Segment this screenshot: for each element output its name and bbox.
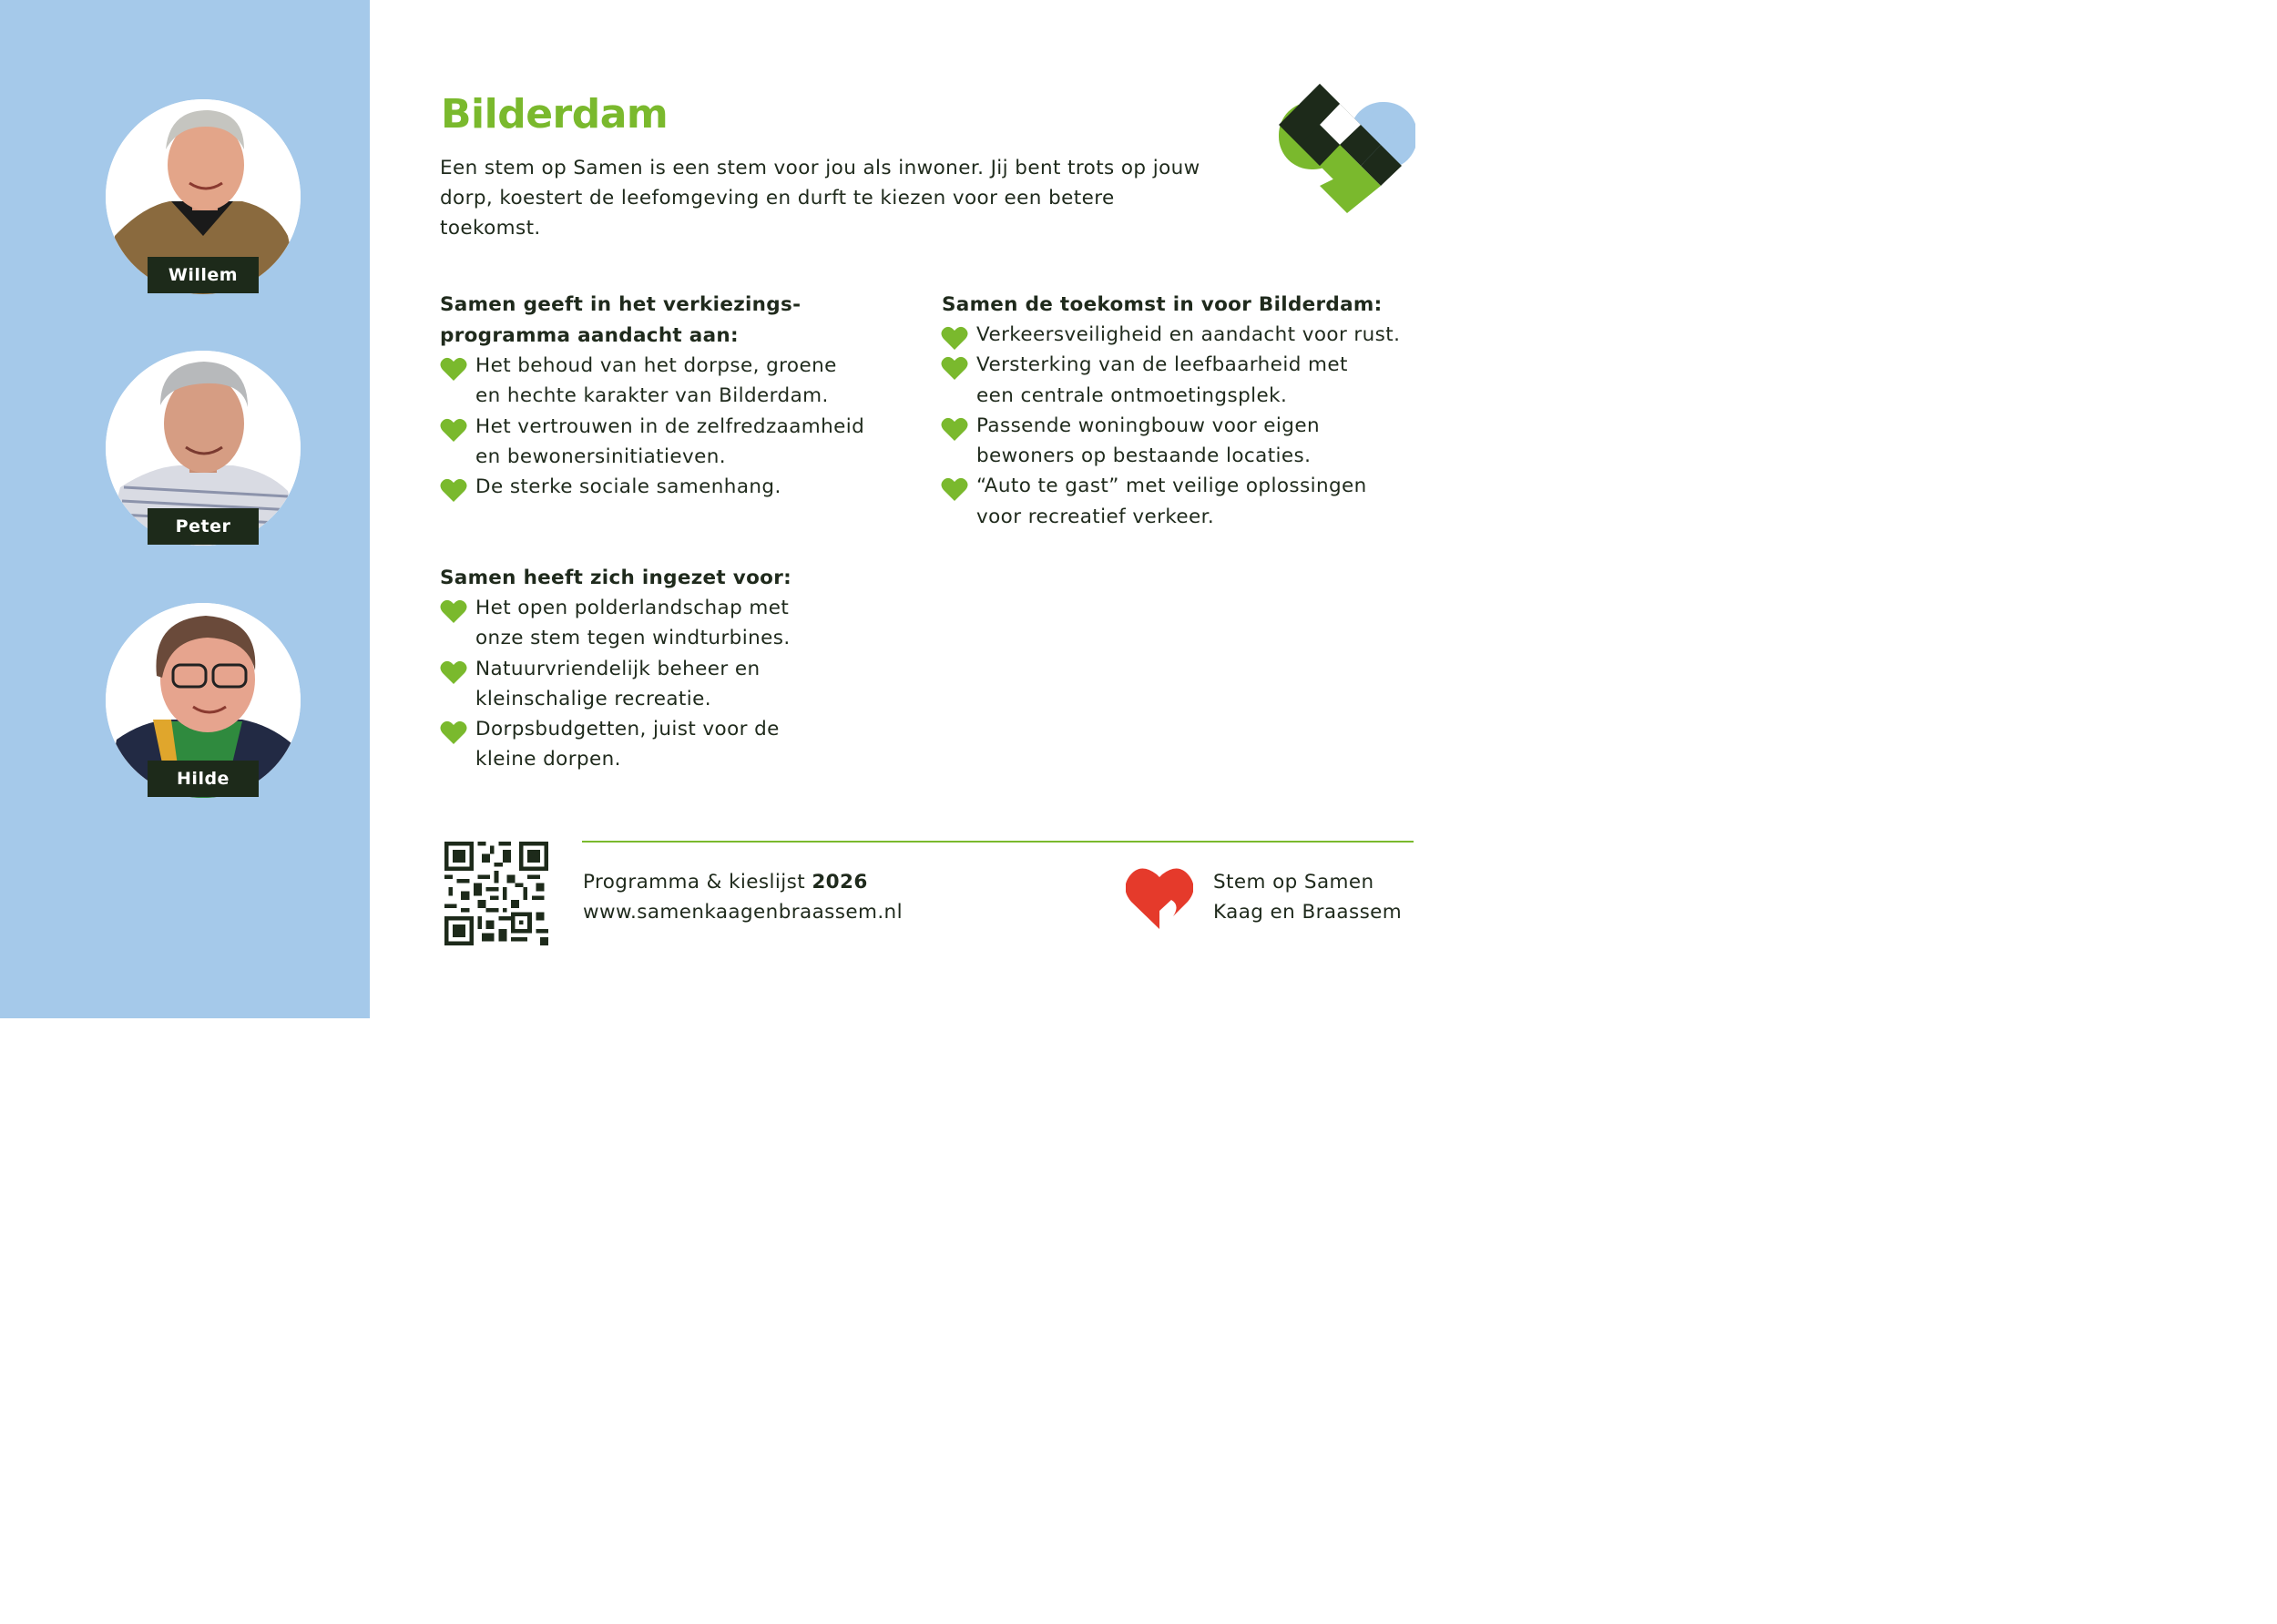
program-heading-line1: Samen geeft in het verkiezings- [440,293,802,316]
list-item-line1: Dorpsbudgetten, juist voor de [475,718,780,741]
list-item-line2: en hechte karakter van Bilderdam. [475,384,829,408]
heart-bullet-icon [440,720,467,745]
list-item-line1: Passende woningbouw voor eigen [976,414,1321,437]
intro-text: Een stem op Samen is een stem voor jou als inwoner. Jij bent trots op jouw dorp, koestert de leefomgeving en durft te kiezen voor een betere toekomst. [440,157,1200,240]
list-item [440,472,895,502]
candidate-name: Peter [175,516,231,536]
list-item-line2: en bewonersinitiatieven. [475,444,726,468]
footer-stem [1213,867,1402,927]
program-heading-line2: programma aandacht aan: [440,323,739,347]
list-item [440,351,895,412]
list-item-line2: een centrale ontmoetingsplek. [976,383,1288,407]
future-heading: Samen de toekomst in voor Bilderdam: [942,293,1383,316]
list-item-line1: Het open polderlandschap met [475,597,790,619]
list-item [941,471,1424,532]
program-label: Programma & kieslijst [583,871,806,894]
list-item [440,593,895,654]
website-link[interactable]: www.samenkaagenbraassem.nl [583,901,903,924]
list-item [941,320,1424,350]
list-item-line1: Natuurvriendelijk beheer en [475,657,761,680]
heart-bullet-icon [941,476,968,502]
list-item-line2: kleine dorpen. [475,748,621,771]
heart-bullet-icon [440,356,467,382]
committed-heading: Samen heeft zich ingezet voor: [440,567,792,589]
program-year: 2026 [812,871,868,894]
heart-bullet-icon [941,325,968,351]
future-list [941,320,1424,532]
program-heading [440,290,801,351]
list-item-line1: Verkeersveiligheid en aandacht voor rust. [976,323,1401,346]
list-item-line1: “Auto te gast” met veilige oplossingen [976,475,1367,498]
heart-bullet-icon [440,598,467,624]
qr-code[interactable] [441,842,552,945]
footer-program [583,867,903,927]
list-item-line1: Het behoud van het dorpse, groene [475,354,837,377]
list-item [941,350,1424,411]
heart-bullet-icon [440,659,467,685]
list-item-line2: bewoners op bestaande locaties. [976,444,1312,468]
list-item-line2: kleinschalige recreatie. [475,687,711,710]
candidate-name: Willem [168,265,239,285]
stem-line2: Kaag en Braassem [1213,901,1403,924]
name-tag-willem [148,257,259,293]
red-heart-icon [1126,860,1193,929]
list-item-line2: onze stem tegen windturbines. [475,627,791,650]
program-list [440,351,895,502]
list-item [440,412,895,473]
heart-bullet-icon [941,416,968,442]
candidate-name: Hilde [177,769,230,789]
samen-heart-logo [1279,84,1415,213]
list-item [440,714,895,775]
list-item [440,654,895,715]
program-line [583,867,903,897]
stem-line1: Stem op Samen [1213,871,1374,894]
list-item-line1: Het vertrouwen in de zelfredzaamheid [475,414,865,438]
sidebar [0,0,370,1018]
page-title: Bilderdam [441,91,669,138]
name-tag-hilde [148,761,259,797]
footer-divider [582,841,1414,843]
heart-bullet-icon [440,477,467,503]
list-item-line1: De sterke sociale samenhang. [475,475,781,499]
list-item-line2: voor recreatief verkeer. [976,505,1215,528]
list-item-line1: Versterking van de leefbaarheid met [976,353,1348,377]
list-item [941,411,1424,472]
heart-bullet-icon [440,417,467,443]
committed-list [440,593,895,775]
name-tag-peter [148,508,259,545]
heart-bullet-icon [941,355,968,381]
